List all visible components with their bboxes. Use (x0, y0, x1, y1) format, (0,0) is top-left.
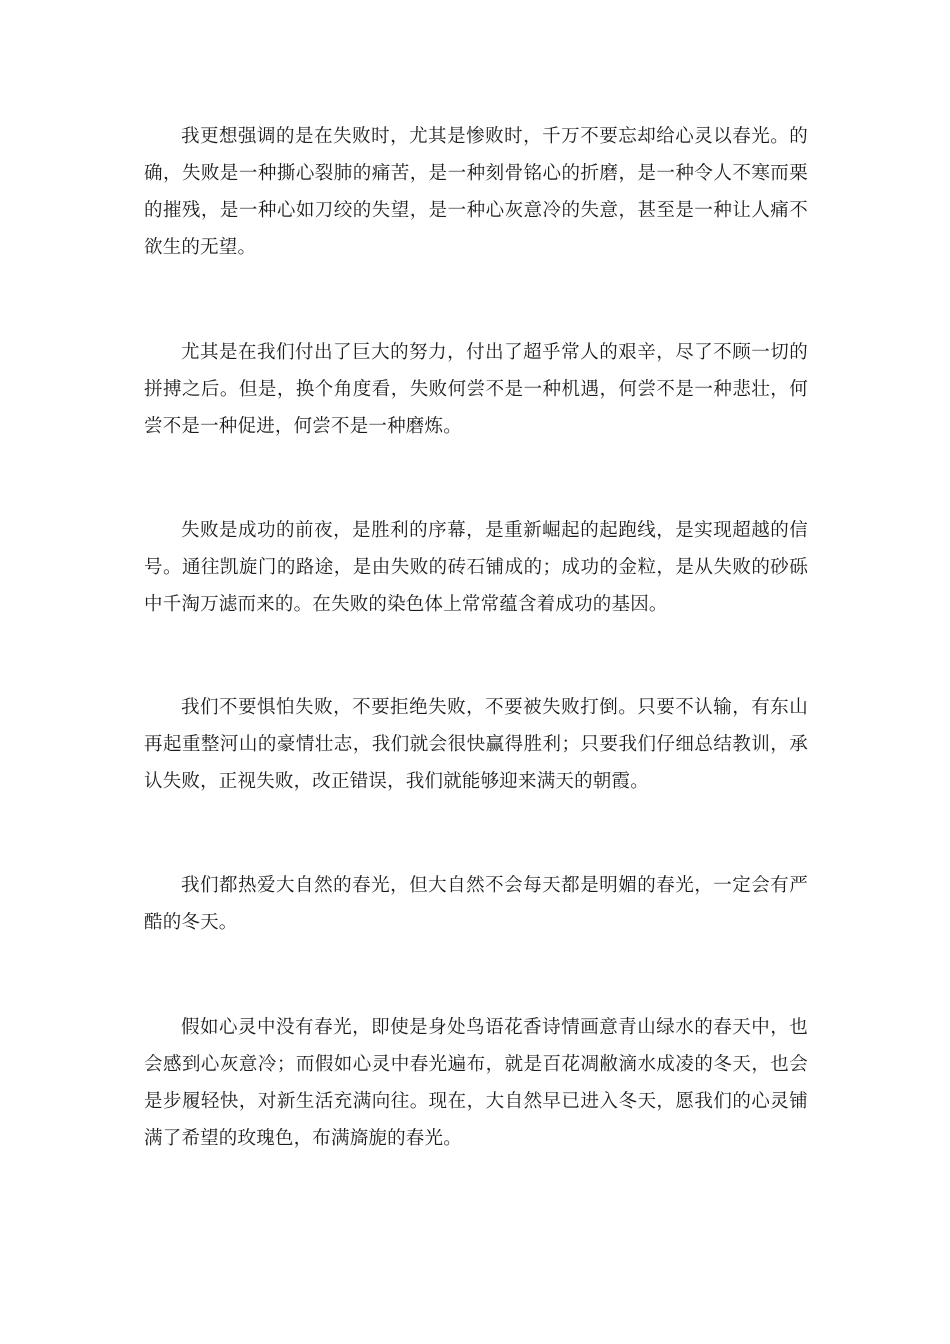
paragraph-6: 假如心灵中没有春光，即使是身处鸟语花香诗情画意青山绿水的春天中，也会感到心灰意冷；而假如心灵中春光遍布，就是百花凋敝滴水成凌的冬天，也会是步履轻快，对新生活充满向往。现在，大自然早已进入冬天，愿我们的心灵铺满了希望的玫瑰色，布满旖旎的春光。 (144, 1017, 808, 1149)
paragraph-5: 我们都热爱大自然的春光，但大自然不会每天都是明媚的春光，一定会有严酷的冬天。 (144, 875, 808, 933)
paragraph-1: 我更想强调的是在失败时，尤其是惨败时，千万不要忘却给心灵以春光。的确，失败是一种撕心裂肺的痛苦，是一种刻骨铭心的折磨，是一种令人不寒而栗的摧残，是一种心如刀绞的失望，是一种心灰意冷的失意，甚至是一种让人痛不欲生的无望。 (144, 126, 808, 258)
paragraph-3: 失败是成功的前夜，是胜利的序幕，是重新崛起的起跑线，是实现超越的信号。通往凯旋门的路途，是由失败的砖石铺成的；成功的金粒，是从失败的砂砾中千淘万滤而来的。在失败的染色体上常常蕴含着成功的基因。 (144, 520, 808, 615)
paragraph-4: 我们不要惧怕失败，不要拒绝失败，不要被失败打倒。只要不认输，有东山再起重整河山的豪情壮志，我们就会很快赢得胜利；只要我们仔细总结教训，承认失败，正视失败，改正错误，我们就能够迎来满天的朝霞。 (144, 697, 808, 792)
paragraph-2: 尤其是在我们付出了巨大的努力，付出了超乎常人的艰辛，尽了不顾一切的拼搏之后。但是，换个角度看，失败何尝不是一种机遇，何尝不是一种悲壮，何尝不是一种促进，何尝不是一种磨炼。 (144, 342, 808, 437)
